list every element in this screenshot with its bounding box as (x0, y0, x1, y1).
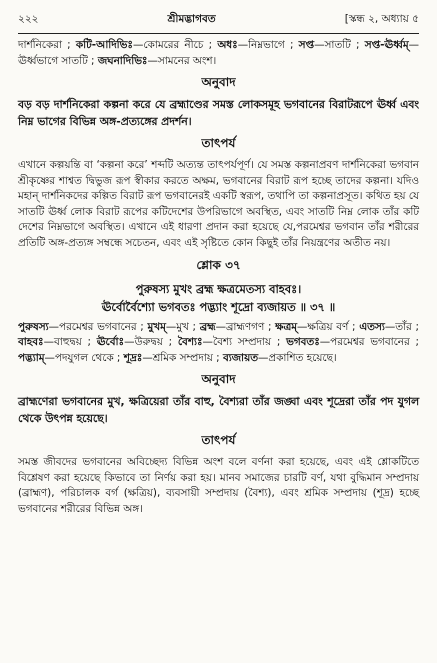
synonym-word: পুরুষস্য (18, 320, 49, 333)
synonym-word: শূদ্রঃ (123, 351, 143, 364)
synonym-word: অধঃ (217, 39, 238, 51)
synonym-text: —ব্রাহ্মণগণ ; (215, 320, 276, 333)
synonym-word: ক্ষত্রম্‌ (275, 320, 297, 333)
synonym-word: ভগবতঃ (286, 336, 320, 349)
verse-line-1: পুরুষস্য মুখং ব্রহ্ম ক্ষত্রমেতস্য বাহবঃ। (135, 281, 302, 296)
synonym-word: বৈশ্যঃ (177, 336, 203, 349)
synonym-word: ব্যজায়ত (222, 351, 258, 364)
synonym-text: —সাতটি ; (314, 39, 360, 51)
translation-heading: অনুবাদ (201, 75, 236, 90)
synonym-text: —পরমেশ্বর ভগবানের ; (319, 336, 419, 349)
word-synonyms (18, 320, 419, 367)
purport-text: এখানে কল্পয়ন্তি বা ‘কল্পনা করে’ শব্দটি অত্যন্ত তাৎপর্যপূর্ণ। যে সমস্ত কল্পনাপ্রবণ দার্শনিকেরা ভগবান শ্রীকৃষ্ণের শাশ্বত দ্বিভুজ রূপ স্বীকার করতে অক্ষম, ভগবানের বিরাট রূপ হচ্ছে তাদের কল্পনা। যদিও মহান্‌ দার্শনিকদের কল্পিত বিরাট রূপ ভগবানেরই একটি স্বরূপ, তথাপি তা কল্পনাপ্রসূত। কথিত হয় যে সাতটি ঊর্ধ্ব লোক বিরাট রূপের কটিদেশের উপরিভাগে অবস্থিত, এবং সাতটি নিম্ন লোক তাঁর কটি দেশের নিম্নভাগে অবস্থিত। এখানে এই ধারণা প্রদান করা হয়েছে যে,পরমেশ্বর ভগবান তাঁর শরীরের প্রতিটি অঙ্গ-প্রত্যঙ্গ সম্বন্ধে সচেতন, এবং এই সৃষ্টিতে কোন কিছুই তাঁর নিয়ন্ত্রণের অতীত নয়। (18, 159, 419, 249)
translation-text: ব্রাহ্মণেরা ভগবানের মুখ, ক্ষত্রিয়েরা তাঁর বাহু, বৈশ্যরা তাঁর জঙ্ঘা এবং শূদ্রেরা তাঁর পদ যুগল থেকে উৎপন্ন হয়েছে। (18, 395, 419, 425)
synonym-text: —বৈশ্য সম্প্রদায় ; (202, 336, 281, 349)
synonym-word: ঊর্বোঃ (96, 336, 125, 349)
purport-text: সমস্ত জীবদের ভগবানের অবিচ্ছেদ্য বিভিন্ন অংশ বলে বর্ণনা করা হয়েছে, এবং এই শ্লোকটিতে বিশ্লেষণ করা হয়েছে কিভাবে তা নির্ণয় করা হয়। মানব সমাজের চারটি বর্ণ, যথা বুদ্ধিমান সম্প্রদায় (ব্রাহ্মণ), পরিচালক বর্গ (ক্ষত্রিয়), ব্যবসায়ী সম্প্রদায় (বৈশ্য), এবং শ্রমিক সম্প্রদায় (শূদ্র) হচ্ছে ভগবানের শরীরের বিভিন্ন অঙ্গ। (18, 456, 419, 515)
synonym-text: —মুখ ; (165, 320, 200, 333)
synonym-text: —প্রকাশিত হয়েছে। (258, 351, 337, 364)
synonym-text: —পদযুগল থেকে ; (44, 351, 124, 364)
verse-line-2: ঊর্বোর্বৈশ্যো ভগবতঃ পদ্ভ্যাং শূদ্রো ব্যজায়ত ॥ ৩৭ ॥ (101, 299, 336, 314)
purport-heading: তাৎপর্য (201, 136, 236, 150)
translation-text: বড় বড় দার্শনিকেরা কল্পনা করে যে ব্রহ্মাণ্ডের সমস্ত লোকসমূহ ভগবানের বিরাটরূপে ঊর্ধ্ব এবং নিম্ন ভাগের বিভিন্ন অঙ্গ-প্রত্যঙ্গের প্রদর্শন। (18, 98, 419, 128)
chapter-location: [স্কন্ধ ২, অধ্যায় ৫ (344, 13, 419, 25)
synonym-text: —সামনের অংশ। (147, 54, 217, 67)
synonym-text: —পরমেশ্বর ভগবানের ; (48, 320, 148, 333)
synonym-word: ব্রহ্ম (199, 320, 216, 333)
book-title: শ্রীমদ্ভাগবত (167, 13, 216, 25)
synonym-text: —শ্রমিক (142, 351, 177, 364)
synonym-text: বর্ণ ; (336, 320, 360, 333)
page-number: ২২২ (18, 13, 39, 25)
synonym-text: সম্প্রদায় ; (179, 351, 223, 364)
synonym-text: —নিম্নভাগে ; (237, 39, 299, 51)
page-header (18, 12, 419, 34)
synonym-text: —বাহুদ্বয় ; (43, 336, 97, 349)
synonym-text: —তাঁর ; (384, 320, 419, 333)
synonym-text: —ক্ষত্রিয় (297, 320, 333, 333)
verse-heading: শ্লোক ৩৭ (196, 257, 241, 272)
synonym-word: সপ্ত-ঊর্ধ্বম্‌ (364, 39, 409, 51)
synonym-text: —ঊর্ধ্বভাগে সাতটি ; (18, 39, 419, 67)
synonym-text: —কোমরের নীচে ; (132, 39, 218, 51)
previous-synonyms (18, 38, 419, 69)
synonym-word: মুখম্‌ (147, 320, 166, 333)
synonym-word: পদ্ভ্যাম্‌ (18, 351, 45, 364)
synonym-text: —উরুদ্বয় ; (124, 336, 178, 349)
synonym-word: এতস্য (359, 320, 385, 333)
synonym-word: বাহবঃ (18, 336, 44, 349)
synonym-word: জঘনাদিভিঃ (97, 54, 148, 67)
synonym-text: দার্শনিকেরা ; (18, 39, 76, 51)
purport-heading: তাৎপর্য (201, 433, 236, 448)
translation-heading: অনুবাদ (201, 372, 236, 387)
synonym-word: সপ্ত (298, 39, 315, 51)
synonym-word: কটি-আদিভিঃ (75, 39, 133, 51)
